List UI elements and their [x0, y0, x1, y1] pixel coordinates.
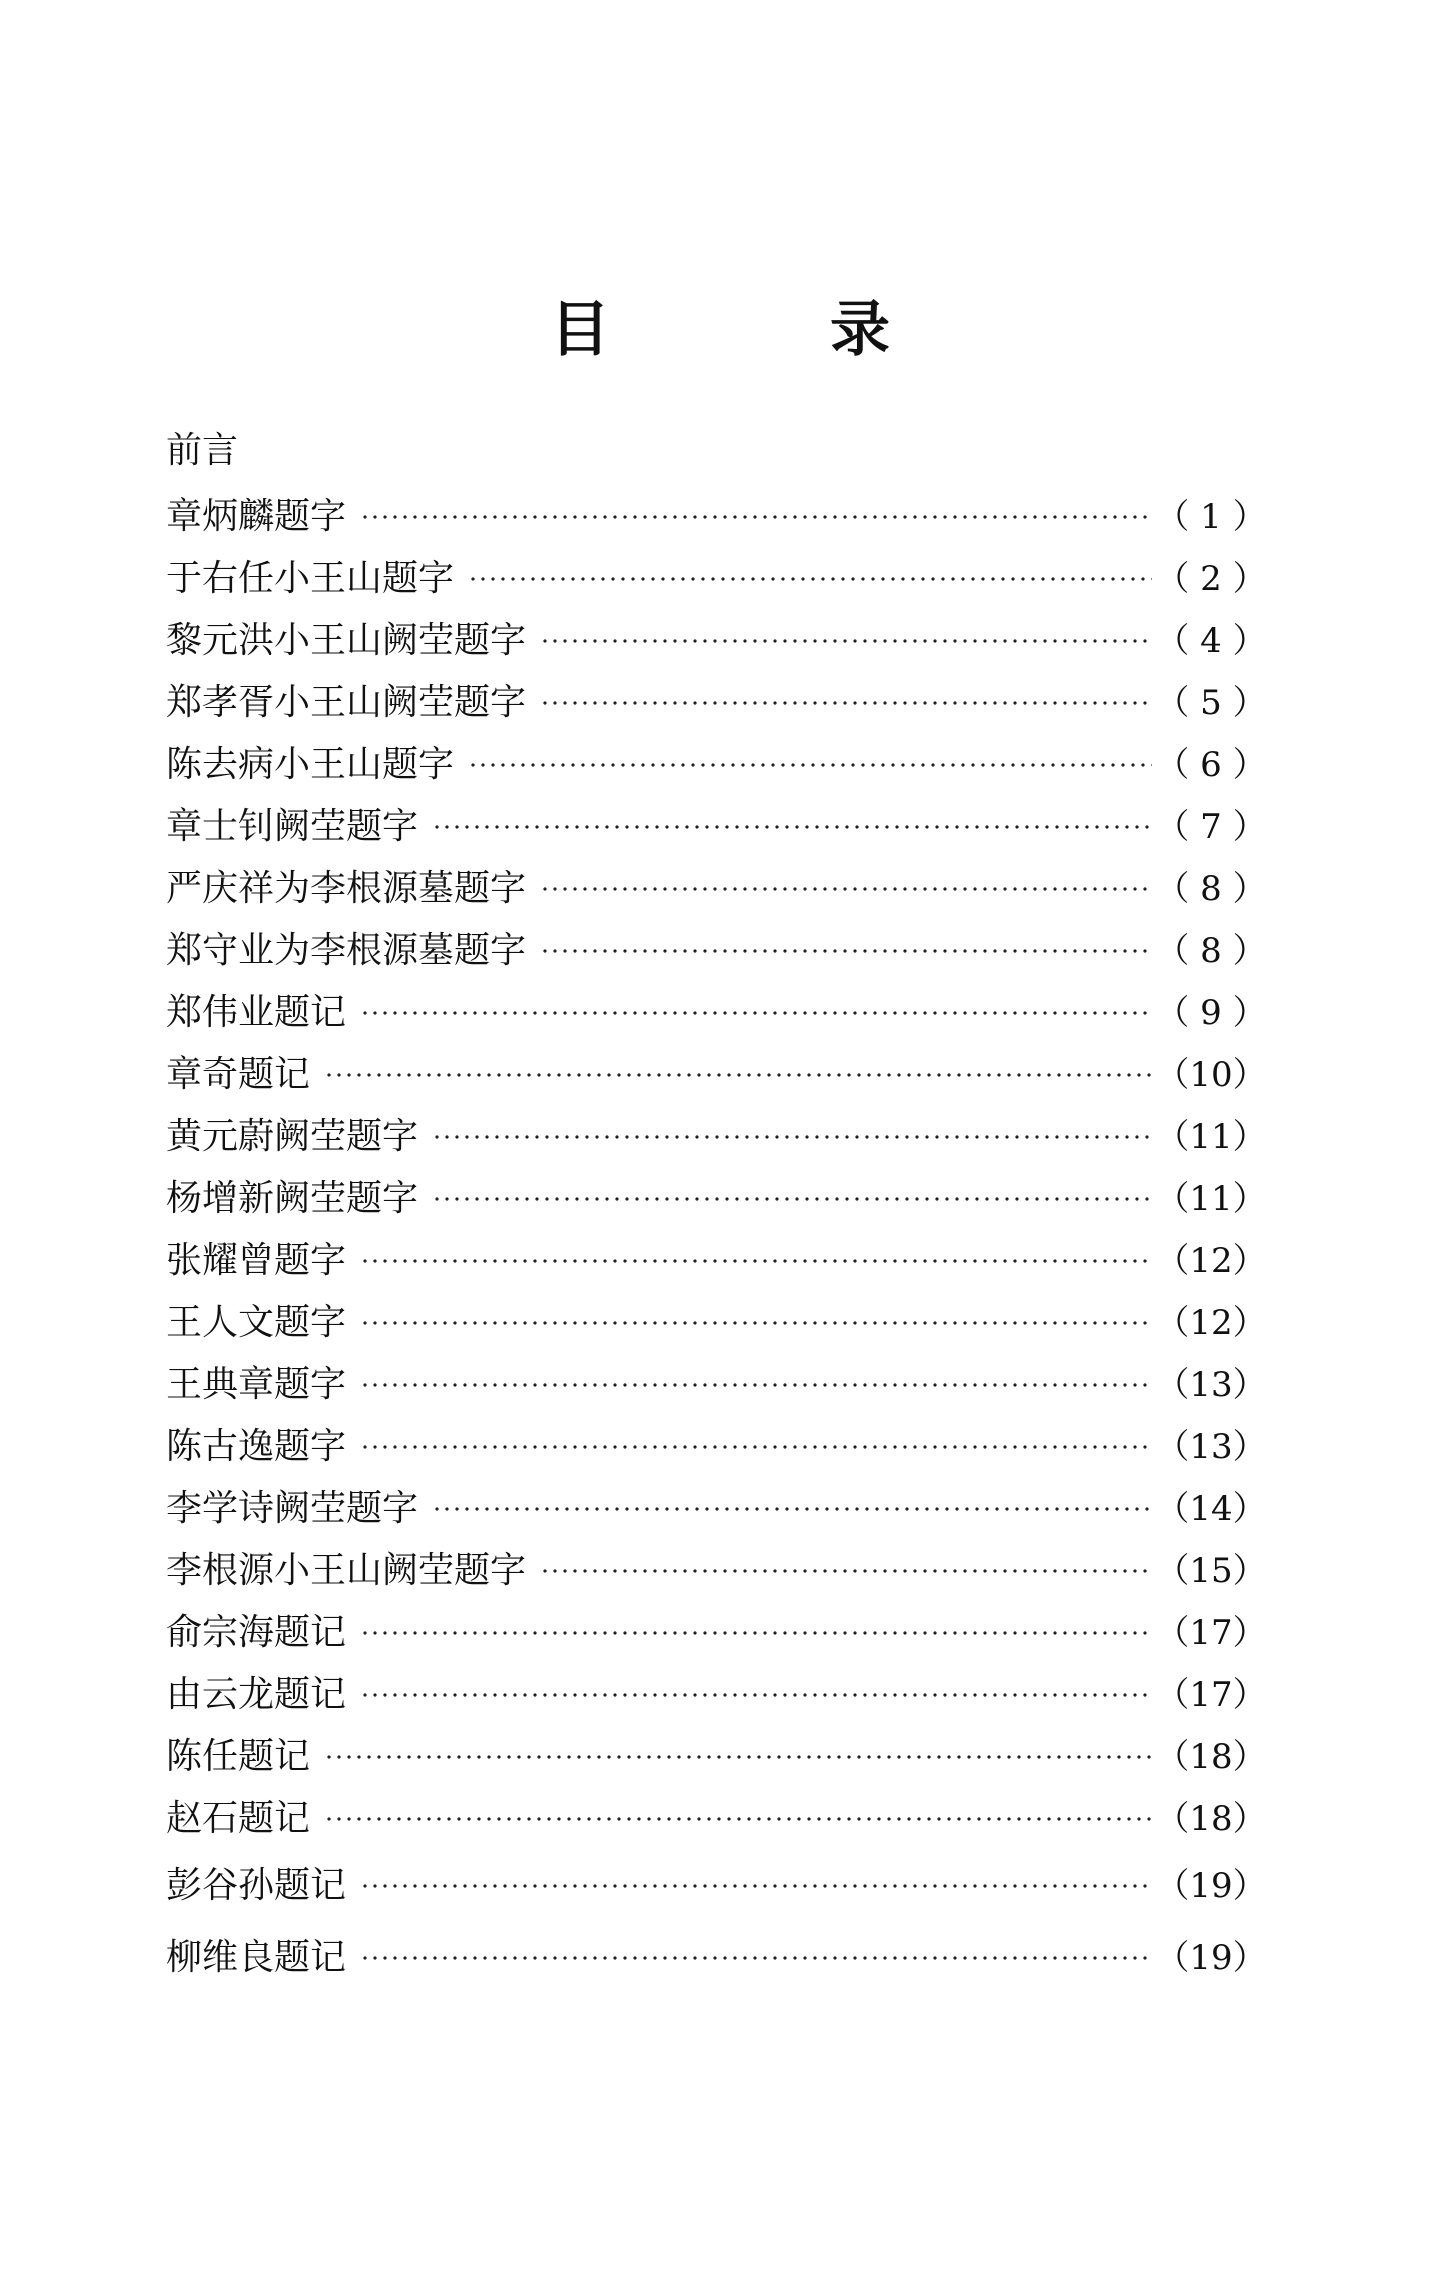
toc-entry-page: （13） — [1155, 1364, 1267, 1405]
toc-entry-page: （14） — [1155, 1488, 1267, 1529]
dot-leader — [432, 1134, 1152, 1140]
dot-leader — [468, 762, 1152, 768]
toc-entry — [166, 1040, 1270, 1102]
dot-leader — [360, 1444, 1152, 1450]
dot-leader — [432, 1506, 1152, 1512]
toc-entry-page: （ 8 ） — [1155, 868, 1267, 909]
toc-entry-title: 李学诗阙茔题字 — [166, 1487, 419, 1529]
dot-leader — [360, 1010, 1152, 1016]
toc-entry — [166, 1474, 1270, 1536]
toc-entry-title: 赵石题记 — [166, 1797, 311, 1839]
toc-entry-page: （11） — [1155, 1116, 1267, 1157]
toc-preface: 前言 — [166, 430, 239, 471]
toc-entry-page: （15） — [1155, 1550, 1267, 1591]
dot-leader — [360, 1692, 1152, 1698]
dot-leader — [432, 1196, 1152, 1202]
toc-entry-page: （13） — [1155, 1426, 1267, 1467]
toc-entry — [166, 668, 1270, 730]
toc-entry-title: 王人文题字 — [166, 1301, 347, 1343]
toc-entry — [166, 1102, 1270, 1164]
toc-entry — [166, 1350, 1270, 1412]
toc-entry-title: 于右任小王山题字 — [166, 557, 455, 599]
toc-entries — [166, 482, 1270, 1990]
toc-entry — [166, 854, 1270, 916]
toc-entry — [166, 730, 1270, 792]
dot-leader — [360, 1258, 1152, 1264]
toc-entry-title: 杨增新阙茔题字 — [166, 1177, 419, 1219]
toc-entry-title: 王典章题字 — [166, 1363, 347, 1405]
toc-entry — [166, 1784, 1270, 1846]
toc-entry-title: 陈任题记 — [166, 1735, 311, 1777]
toc-entry — [166, 544, 1270, 606]
toc-entry-page: （ 6 ） — [1155, 744, 1267, 785]
toc-entry-title: 章士钊阙茔题字 — [166, 805, 419, 847]
toc-entry-page: （11） — [1155, 1178, 1267, 1219]
toc-entry-title: 严庆祥为李根源墓题字 — [166, 867, 527, 909]
toc-entry-page: （ 2 ） — [1155, 558, 1267, 599]
dot-leader — [360, 1382, 1152, 1388]
toc-entry — [166, 1846, 1270, 1918]
dot-leader — [432, 824, 1152, 830]
toc-entry-title: 张耀曾题字 — [166, 1239, 347, 1281]
dot-leader — [360, 514, 1152, 520]
toc-entry — [166, 1412, 1270, 1474]
toc-entry-title: 俞宗海题记 — [166, 1611, 347, 1653]
dot-leader — [540, 886, 1152, 892]
dot-leader — [324, 1816, 1152, 1822]
toc-entry-title: 章奇题记 — [166, 1053, 311, 1095]
dot-leader — [360, 1320, 1152, 1326]
toc-entry — [166, 1226, 1270, 1288]
toc-entry-page: （19） — [1155, 1865, 1267, 1906]
toc-entry-page: （ 4 ） — [1155, 620, 1267, 661]
toc-entry-title: 彭谷孙题记 — [166, 1864, 347, 1906]
toc-entry-page: （10） — [1155, 1054, 1267, 1095]
toc-entry-page: （17） — [1155, 1674, 1267, 1715]
toc-entry-page: （ 8 ） — [1155, 930, 1267, 971]
dot-leader — [540, 1568, 1152, 1574]
toc-entry-title: 柳维良题记 — [166, 1936, 347, 1978]
dot-leader — [360, 1630, 1152, 1636]
toc-entry-title: 黎元洪小王山阙茔题字 — [166, 619, 527, 661]
toc-entry-page: （19） — [1155, 1937, 1267, 1978]
toc-entry-page: （ 7 ） — [1155, 806, 1267, 847]
dot-leader — [360, 1955, 1152, 1961]
toc-entry-title: 郑伟业题记 — [166, 991, 347, 1033]
toc-entry — [166, 1598, 1270, 1660]
toc-entry-title: 由云龙题记 — [166, 1673, 347, 1715]
dot-leader — [324, 1754, 1152, 1760]
toc-entry — [166, 1660, 1270, 1722]
toc-entry — [166, 792, 1270, 854]
toc-entry-page: （ 1 ） — [1155, 496, 1267, 537]
toc-entry — [166, 1918, 1270, 1990]
toc-entry — [166, 978, 1270, 1040]
toc-entry — [166, 1536, 1270, 1598]
toc-entry — [166, 1722, 1270, 1784]
toc-entry — [166, 482, 1270, 544]
toc-entry-page: （18） — [1155, 1736, 1267, 1777]
toc-entry-page: （ 5 ） — [1155, 682, 1267, 723]
dot-leader — [540, 948, 1152, 954]
toc-entry — [166, 606, 1270, 668]
dot-leader — [540, 700, 1152, 706]
toc-entry-title: 郑孝胥小王山阙茔题字 — [166, 681, 527, 723]
toc-entry-page: （17） — [1155, 1612, 1267, 1653]
table-of-contents — [166, 420, 1270, 1990]
dot-leader — [468, 576, 1152, 582]
toc-entry — [166, 1288, 1270, 1350]
toc-entry-title: 章炳麟题字 — [166, 495, 347, 537]
dot-leader — [360, 1883, 1152, 1889]
toc-entry-title: 陈去病小王山题字 — [166, 743, 455, 785]
toc-entry-page: （12） — [1155, 1240, 1267, 1281]
dot-leader — [324, 1072, 1152, 1078]
toc-entry — [166, 1164, 1270, 1226]
toc-entry-title: 陈古逸题字 — [166, 1425, 347, 1467]
toc-entry-page: （12） — [1155, 1302, 1267, 1343]
toc-entry-page: （18） — [1155, 1798, 1267, 1839]
toc-entry — [166, 916, 1270, 978]
toc-entry-title: 黄元蔚阙茔题字 — [166, 1115, 419, 1157]
toc-entry-title: 李根源小王山阙茔题字 — [166, 1549, 527, 1591]
toc-entry-page: （ 9 ） — [1155, 992, 1267, 1033]
dot-leader — [540, 638, 1152, 644]
toc-entry-title: 郑守业为李根源墓题字 — [166, 929, 527, 971]
page-title: 目录 — [550, 295, 1110, 365]
